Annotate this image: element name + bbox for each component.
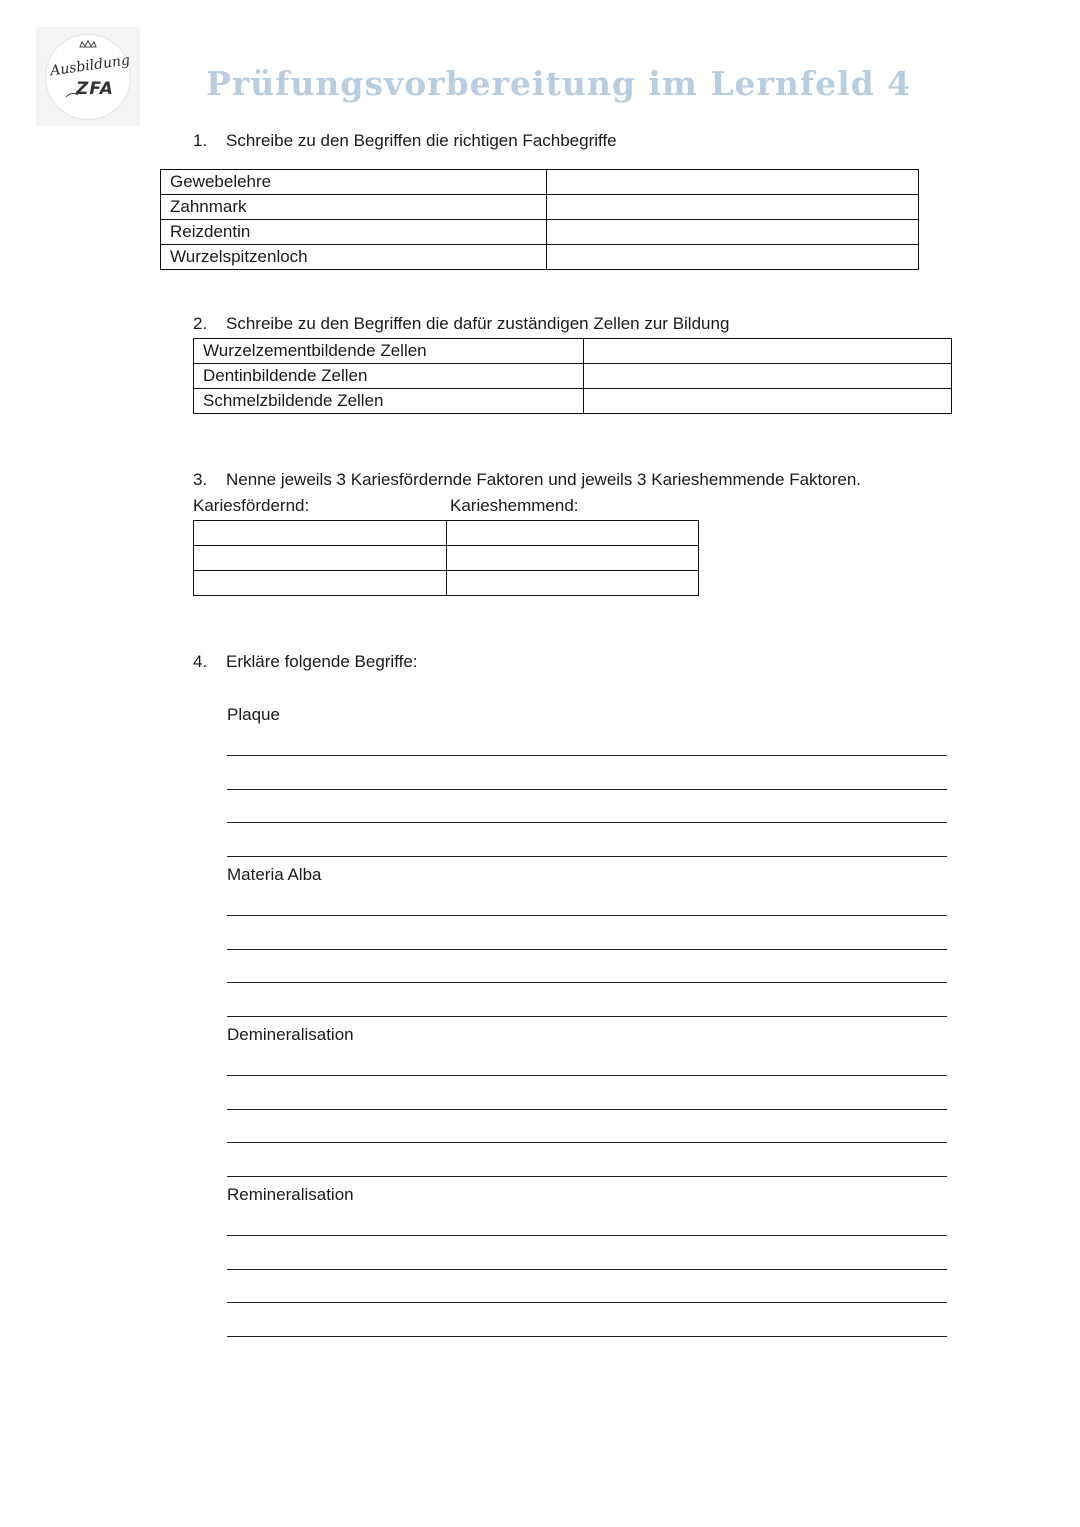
promoting-factor-cell[interactable] [194,521,447,546]
answer-line[interactable] [227,1302,947,1303]
term-demineralisation: Demineralisation [227,1025,354,1044]
answer-line[interactable] [227,1269,947,1270]
factors-table [193,520,699,596]
table-row [194,364,952,389]
question-2 [193,314,729,334]
logo-badge-text: ZFA [76,79,114,99]
question-3-number: 3. [193,470,208,489]
answer-cell[interactable] [546,195,918,220]
answer-line[interactable] [227,1336,947,1337]
term-cell: Gewebelehre [161,170,547,195]
table-row [194,546,699,571]
answer-cell[interactable] [583,364,951,389]
answer-line[interactable] [227,789,947,790]
answer-line[interactable] [227,822,947,823]
question-3-prompt: Nenne jeweils 3 Kariesfördernde Faktoren und jeweils 3 Karieshemmende Faktoren. [226,470,862,489]
term-plaque: Plaque [227,705,280,724]
term-cell: Wurzelspitzenloch [161,245,547,270]
question-1 [193,131,617,151]
table-row [161,220,919,245]
promoting-factor-cell[interactable] [194,571,447,596]
term-cell: Schmelzbildende Zellen [194,389,584,414]
table-row [194,571,699,596]
table-row [194,389,952,414]
answer-line[interactable] [227,949,947,950]
inhibiting-factor-cell[interactable] [446,571,699,596]
answer-cell[interactable] [546,245,918,270]
answer-line[interactable] [227,915,947,916]
answer-cell[interactable] [546,170,918,195]
answer-cell[interactable] [546,220,918,245]
terms-table [160,169,919,270]
term-cell: Wurzelzementbildende Zellen [194,339,584,364]
table-row [161,245,919,270]
term-cell: Zahnmark [161,195,547,220]
answer-cell[interactable] [583,389,951,414]
logo [36,27,140,126]
answer-line[interactable] [227,1142,947,1143]
table-row [161,170,919,195]
answer-line[interactable] [227,755,947,756]
table-row [194,521,699,546]
answer-line[interactable] [227,1075,947,1076]
question-4-prompt: Erkläre folgende Begriffe: [226,652,418,671]
question-1-number: 1. [193,131,208,150]
logo-badge [45,34,131,120]
page-title: Prüfungsvorbereitung im Lernfeld 4 [206,64,912,103]
question-4-number: 4. [193,652,208,671]
caries-promoting-label: Kariesfördernd: [193,496,310,515]
caries-inhibiting-label: Karieshemmend: [450,496,579,515]
term-remineralisation: Remineralisation [227,1185,354,1204]
answer-line[interactable] [227,1109,947,1110]
answer-cell[interactable] [583,339,951,364]
term-cell: Dentinbildende Zellen [194,364,584,389]
question-3 [193,470,861,490]
answer-line[interactable] [227,1016,947,1017]
table-row [161,195,919,220]
inhibiting-factor-cell[interactable] [446,546,699,571]
answer-line[interactable] [227,1176,947,1177]
inhibiting-factor-cell[interactable] [446,521,699,546]
cells-table [193,338,952,414]
logo-script-text: Ausbildung [49,52,131,80]
question-1-prompt: Schreibe zu den Begriffen die richtigen Fachbegriffe [226,131,617,150]
term-cell: Reizdentin [161,220,547,245]
answer-line[interactable] [227,856,947,857]
answer-line[interactable] [227,1235,947,1236]
answer-line[interactable] [227,982,947,983]
question-4 [193,652,418,672]
question-2-number: 2. [193,314,208,333]
promoting-factor-cell[interactable] [194,546,447,571]
term-materia-alba: Materia Alba [227,865,322,884]
question-2-prompt: Schreibe zu den Begriffen die dafür zuständigen Zellen zur Bildung [226,314,730,333]
table-row [194,339,952,364]
